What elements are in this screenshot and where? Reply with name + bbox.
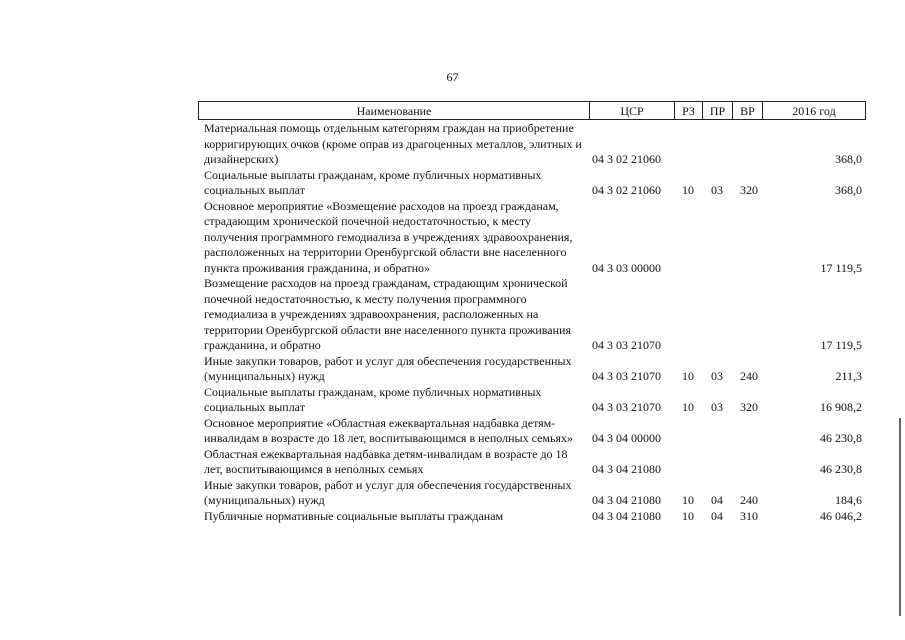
row-csr: 04 3 03 21070: [592, 338, 661, 352]
row-value: 16 908,2: [820, 400, 862, 414]
row-pr: 04: [711, 493, 723, 507]
row-rz: 10: [682, 493, 694, 507]
row-rz: 10: [682, 369, 694, 383]
row-vr: 240: [740, 369, 758, 383]
row-csr: 04 3 03 21070: [592, 369, 661, 383]
header-year: 2016 год: [762, 102, 865, 119]
row-csr: 04 3 04 21080: [592, 493, 661, 507]
row-csr: 04 3 03 21070: [592, 400, 661, 414]
row-csr: 04 3 04 00000: [592, 431, 661, 445]
row-pr: 03: [711, 400, 723, 414]
row-name: Иные закупки товаров, работ и услуг для обеспечения государственных (муниципальных) нужд: [204, 353, 572, 383]
row-pr: 03: [711, 183, 723, 197]
row-value: 46 230,8: [820, 462, 862, 476]
header-name: Наименование: [356, 104, 432, 118]
row-csr: 04 3 03 00000: [592, 260, 661, 275]
table-row: [198, 509, 866, 525]
row-name: Социальные выплаты гражданам, кроме публичных нормативных социальных выплат: [204, 384, 542, 414]
row-vr: 240: [740, 493, 758, 507]
row-name: Возмещение расходов на проезд гражданам, страдающим хронической почечной недостаточностью, к месту получения программного гемодиализа в учреждениях здравоохранения, расположенных на территории Оренбургской области вне населенного пункта проживания гражданина, и обратно: [204, 276, 571, 352]
row-pr: 03: [711, 369, 723, 383]
table-body: [198, 121, 866, 524]
row-value: 17 119,5: [820, 260, 862, 275]
row-value: 46 230,8: [820, 431, 862, 445]
header-rz: РЗ: [674, 102, 702, 119]
row-name: Иные закупки товаров, работ и услуг для обеспечения государственных (муниципальных) нужд: [204, 477, 572, 507]
row-rz: 10: [682, 400, 694, 414]
row-value: 211,3: [835, 369, 862, 383]
page-number: 67: [446, 70, 459, 84]
row-name: Материальная помощь отдельным категориям граждан на приобретение корригирующих очков (кроме оправ из драгоценных металлов, элитных и дизайнерских): [204, 121, 582, 166]
row-name: Социальные выплаты гражданам, кроме публичных нормативных социальных выплат: [204, 167, 542, 197]
table-header: [198, 101, 866, 120]
row-vr: 320: [740, 400, 758, 414]
row-value: 368,0: [835, 183, 862, 197]
row-rz: 10: [682, 508, 694, 523]
table-row: [198, 385, 866, 416]
row-name: Основное мероприятие «Областная ежеквартальная надбавка детям-инвалидам в возрасте до 18 лет, воспитывающимся в неполных семьях»: [204, 415, 573, 445]
row-name: Областная ежеквартальная надбавка детям-инвалидам в возрасте до 18 лет, воспитывающимся в неполных семьях: [204, 446, 568, 476]
row-name: Публичные нормативные социальные выплаты гражданам: [204, 508, 504, 523]
row-value: 46 046,2: [820, 508, 862, 523]
table-row: [198, 276, 866, 354]
table-row: [198, 416, 866, 447]
scan-edge-mark: [899, 418, 901, 616]
row-csr: 04 3 04 21080: [592, 462, 661, 476]
row-value: 184,6: [835, 493, 862, 507]
row-vr: 310: [740, 508, 758, 523]
table-row: [198, 478, 866, 509]
row-csr: 04 3 04 21080: [592, 508, 661, 523]
table-row: [198, 354, 866, 385]
table-row: [198, 121, 866, 168]
table-row: [198, 199, 866, 277]
header-vr: ВР: [732, 102, 762, 119]
row-name: Основное мероприятие «Возмещение расходов на проезд гражданам, страдающим хронической почечной недостаточностью, к месту получения программного гемодиализа в учреждениях здравоохранения, расположенных на территории Оренбургской области вне населенного пункта проживания гражданина, и обратно»: [204, 198, 573, 275]
header-pr: ПР: [702, 102, 732, 119]
row-csr: 04 3 02 21060: [592, 183, 661, 197]
row-value: 368,0: [835, 152, 862, 166]
row-value: 17 119,5: [820, 338, 862, 352]
row-csr: 04 3 02 21060: [592, 152, 661, 166]
row-pr: 04: [711, 508, 723, 523]
table-row: [198, 447, 866, 478]
header-csr: ЦСР: [589, 102, 674, 119]
row-rz: 10: [682, 183, 694, 197]
table-row: [198, 168, 866, 199]
row-vr: 320: [740, 183, 758, 197]
